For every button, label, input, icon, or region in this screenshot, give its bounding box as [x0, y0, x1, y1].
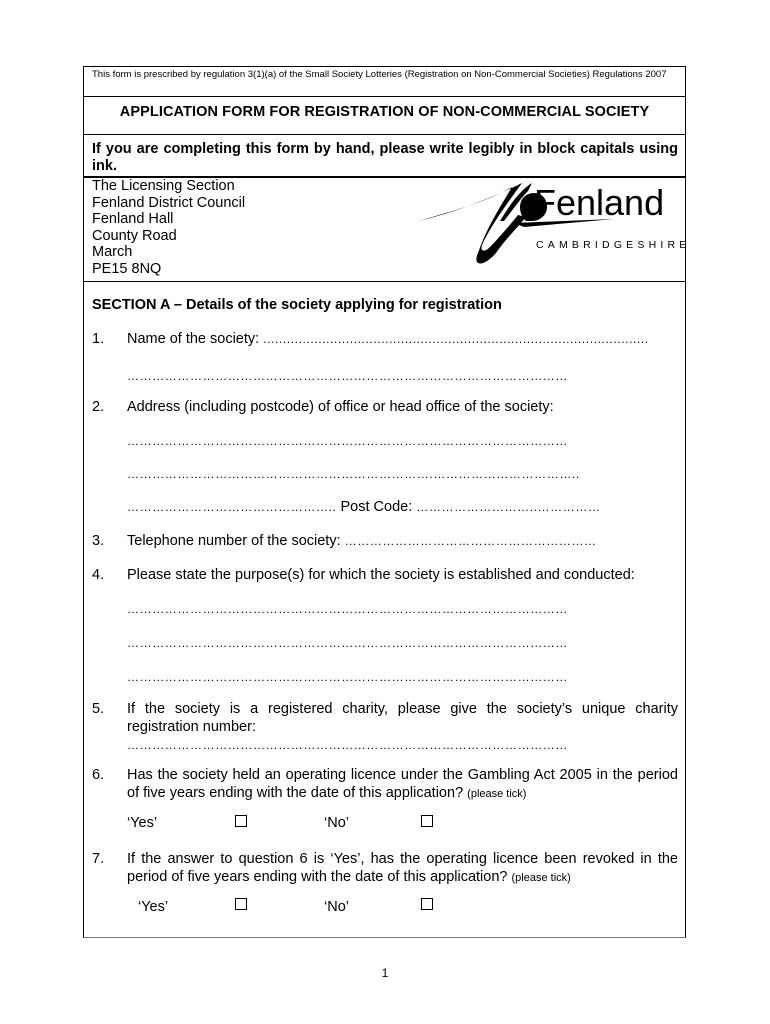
regulation-note: This form is prescribed by regulation 3(1)(a) of the Small Society Lotteries (Registration on Non-Commercial Societies) Regulations 2007 — [92, 69, 667, 80]
question-1-label — [127, 331, 649, 348]
divider — [83, 134, 686, 135]
society-name-field[interactable]: .................................................................................................. — [263, 332, 649, 346]
q6-no-label: ‘No’ — [324, 815, 349, 831]
section-a-heading: SECTION A – Details of the society applying for registration — [92, 297, 502, 313]
question-number: 5. — [92, 701, 105, 717]
address-field-line2[interactable]: ……………………………………………………………….…………………………….. — [127, 467, 580, 481]
question-3-label — [127, 533, 597, 550]
address-line: PE15 8NQ — [92, 260, 162, 277]
address-line: County Road — [92, 227, 177, 244]
page-number: 1 — [381, 966, 389, 980]
divider — [83, 281, 686, 282]
question-5-label: If the society is a registered charity, please give the society’s unique charity registration number: — [127, 701, 678, 735]
q7-yes-checkbox[interactable] — [235, 898, 247, 910]
question-number: 4. — [92, 567, 105, 583]
postcode-field[interactable]: ………………………..…………… — [416, 500, 601, 514]
question-7-label — [127, 850, 678, 887]
question-number: 1. — [92, 331, 105, 347]
postcode-row — [127, 499, 601, 516]
address-line: Fenland District Council — [92, 194, 246, 211]
postcode-label: Post Code: — [340, 499, 413, 515]
tick-note: (please tick) — [467, 788, 527, 800]
q3-text: Telephone number of the society: — [127, 533, 341, 549]
address-field-line1[interactable]: …………………………………………………………………………………………… — [127, 434, 568, 448]
purpose-field-line1[interactable]: …………………………………………………………………………………………… — [127, 602, 568, 616]
q1-text: Name of the society: — [127, 331, 260, 347]
logo-name: Fenland — [534, 182, 665, 223]
tick-note: (please tick) — [511, 872, 571, 884]
q6-yes-checkbox[interactable] — [235, 815, 247, 827]
question-number: 6. — [92, 767, 105, 783]
question-6-label — [127, 766, 678, 803]
question-4-label: Please state the purpose(s) for which the society is established and conducted: — [127, 567, 635, 583]
q6-no-checkbox[interactable] — [421, 815, 433, 827]
purpose-field-line3[interactable]: …………………………………………………………………………………………… — [127, 670, 568, 684]
logo-tagline: CAMBRIDGESHIRE — [536, 239, 691, 251]
question-number: 2. — [92, 399, 105, 415]
q7-text: If the answer to question 6 is ‘Yes’, has the operating licence been revoked in the period of five years ending with the date of this application? — [127, 851, 678, 885]
address-field-line3[interactable]: ………………………………………….. — [127, 500, 337, 514]
fenland-logo — [414, 177, 691, 263]
q7-no-checkbox[interactable] — [421, 898, 433, 910]
question-2-label: Address (including postcode) of office or head office of the society: — [127, 399, 554, 415]
q6-yes-label: ‘Yes’ — [127, 815, 158, 831]
society-name-field-line2[interactable]: …………………………………………………………………………………………… — [127, 369, 568, 383]
form-title: APPLICATION FORM FOR REGISTRATION OF NON-COMMERCIAL SOCIETY — [119, 104, 650, 120]
telephone-field[interactable]: …………………………………………………… — [344, 534, 597, 548]
charity-number-field[interactable]: …………………………………………………………………………………………… — [127, 738, 568, 752]
divider — [83, 96, 686, 97]
address-line: Fenland Hall — [92, 211, 174, 228]
purpose-field-line2[interactable]: …………………………………………………………………………………………… — [127, 636, 568, 650]
council-address — [92, 178, 245, 278]
q7-no-label: ‘No’ — [324, 899, 349, 915]
address-line: March — [92, 244, 133, 261]
address-line: The Licensing Section — [92, 178, 235, 194]
question-number: 7. — [92, 851, 105, 867]
q7-yes-label: ‘Yes’ — [138, 899, 169, 915]
instruction-text: If you are completing this form by hand, please write legibly in block capitals using ink. — [92, 141, 678, 174]
q6-text: Has the society held an operating licence under the Gambling Act 2005 in the period of five years ending with the date of this application? — [127, 767, 678, 801]
question-number: 3. — [92, 533, 105, 549]
